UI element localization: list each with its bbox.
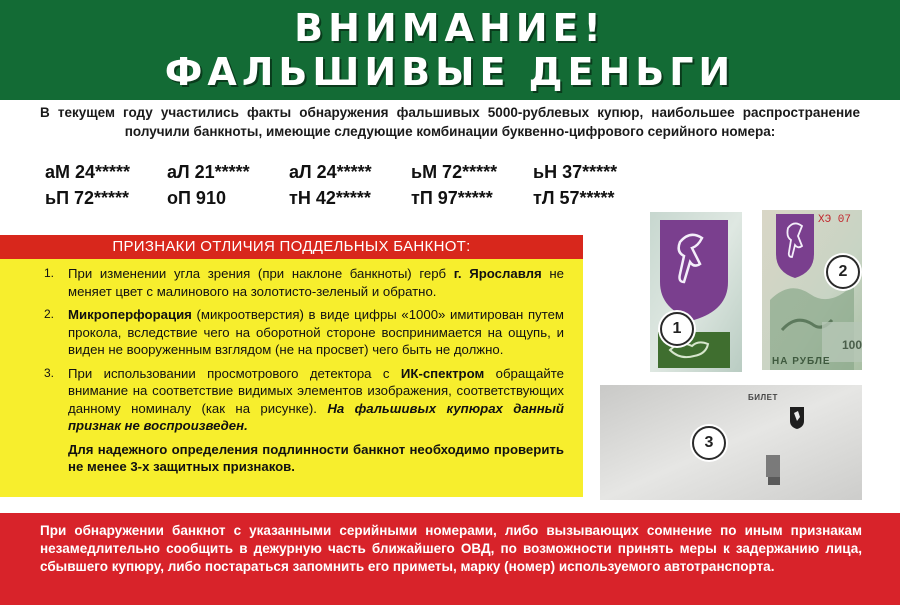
banknote-photo-microperforation bbox=[762, 210, 862, 370]
serial-number: тЛ 57***** bbox=[533, 188, 615, 208]
signs-list bbox=[44, 265, 564, 476]
serial-number: тП 97***** bbox=[411, 188, 493, 208]
alert-footer bbox=[0, 513, 900, 605]
sign-text-part: При изменении угла зрения (при наклоне банкноты) герб bbox=[68, 266, 454, 281]
banknote-photo-coat-of-arms bbox=[650, 212, 742, 372]
rub-fragment-text: НА РУБЛЕ bbox=[772, 356, 831, 367]
serial-number: аЛ 21***** bbox=[167, 162, 250, 182]
sign-text bbox=[68, 306, 564, 359]
sign-emphasis: г. Ярославля bbox=[453, 266, 542, 281]
photo-badge-3: 3 bbox=[692, 426, 726, 460]
serial-number-list bbox=[45, 161, 655, 210]
sign-text bbox=[68, 365, 564, 435]
sign-warning: На фальшивых купюрах данный признак не воспроизведен. bbox=[68, 400, 564, 433]
sign-number: 1. bbox=[44, 266, 55, 280]
banknote-photo-ir-spectrum bbox=[600, 385, 862, 500]
serial-number: ьМ 72***** bbox=[411, 162, 498, 182]
serial-number: оП 910 bbox=[167, 188, 226, 208]
sign-item-3 bbox=[44, 365, 564, 435]
header-title-line1: ВНИМАНИЕ! bbox=[294, 6, 606, 50]
header-banner bbox=[0, 0, 900, 100]
serial-number: ьН 37***** bbox=[533, 162, 618, 182]
sign-number: 2. bbox=[44, 307, 55, 321]
bilet-label: БИЛЕТ bbox=[748, 393, 778, 402]
header-title-line2: ФАЛЬШИВЫЕ ДЕНЬГИ bbox=[164, 50, 736, 94]
coat-of-arms-image bbox=[650, 212, 742, 372]
verification-note: Для надежного определения подлинности банкнот необходимо проверить не менее 3-х защитных признаков. bbox=[68, 441, 564, 474]
sign-text bbox=[68, 265, 564, 300]
denomination-fragment-text: 100 bbox=[842, 338, 862, 352]
photo-badge-2: 2 bbox=[826, 255, 860, 289]
sign-text-part: При использовании просмотрового детектора с bbox=[68, 365, 401, 381]
sign-number: 3. bbox=[44, 365, 55, 380]
serial-fragment-text: ХЭ 07 bbox=[818, 214, 852, 226]
serial-number: ьП 72***** bbox=[45, 188, 130, 208]
alert-footer-text: При обнаружении банкнот с указанными серийными номерами, либо вызывающих сомнение по иным признакам незамедлительно сообщить в дежурную часть ближайшего ОВД, по возможности принять меры к задержанию лица, сбывшего купюру, либо постараться запомнить его приметы, марку (номер) используемого автотранспорта. bbox=[40, 523, 862, 574]
sign-text-part: не меняет цвет с малинового на золотисто-зеленый и обратно. bbox=[68, 266, 565, 299]
photo-badge-1: 1 bbox=[660, 312, 694, 346]
intro-paragraph: В текущем году участились факты обнаружения фальшивых 5000-рублевых купюр, наибольшее распространение получили банкноты, имеющие следующие комбинации буквенно-цифрового серийного номера: bbox=[40, 105, 860, 139]
serial-number: аМ 24***** bbox=[45, 162, 131, 182]
signs-title: ПРИЗНАКИ ОТЛИЧИЯ ПОДДЕЛЬНЫХ БАНКНОТ: bbox=[0, 235, 583, 259]
sign-text-part: (микроотверстия) в виде цифры «1000» имитирован путем прокола, вследствие чего на оборотной стороне воспринимается на ощупь, и виден не вооруженным взглядом (не на просвет) чего быть не должно. bbox=[68, 307, 564, 357]
serial-number: аЛ 24***** bbox=[289, 162, 372, 182]
ir-spectrum-image bbox=[600, 385, 862, 500]
sign-item-1 bbox=[44, 265, 564, 300]
sign-text-part: обращайте внимание на соответствие видимых элементов изображения, соответствующих данному номиналу (как на рисунке). bbox=[68, 365, 564, 416]
sign-emphasis: ИК-спектром bbox=[400, 365, 485, 381]
signs-panel bbox=[0, 235, 583, 497]
sign-item-2 bbox=[44, 306, 564, 359]
sign-emphasis: Микроперфорация bbox=[68, 307, 192, 322]
serial-number: тН 42***** bbox=[289, 188, 371, 208]
